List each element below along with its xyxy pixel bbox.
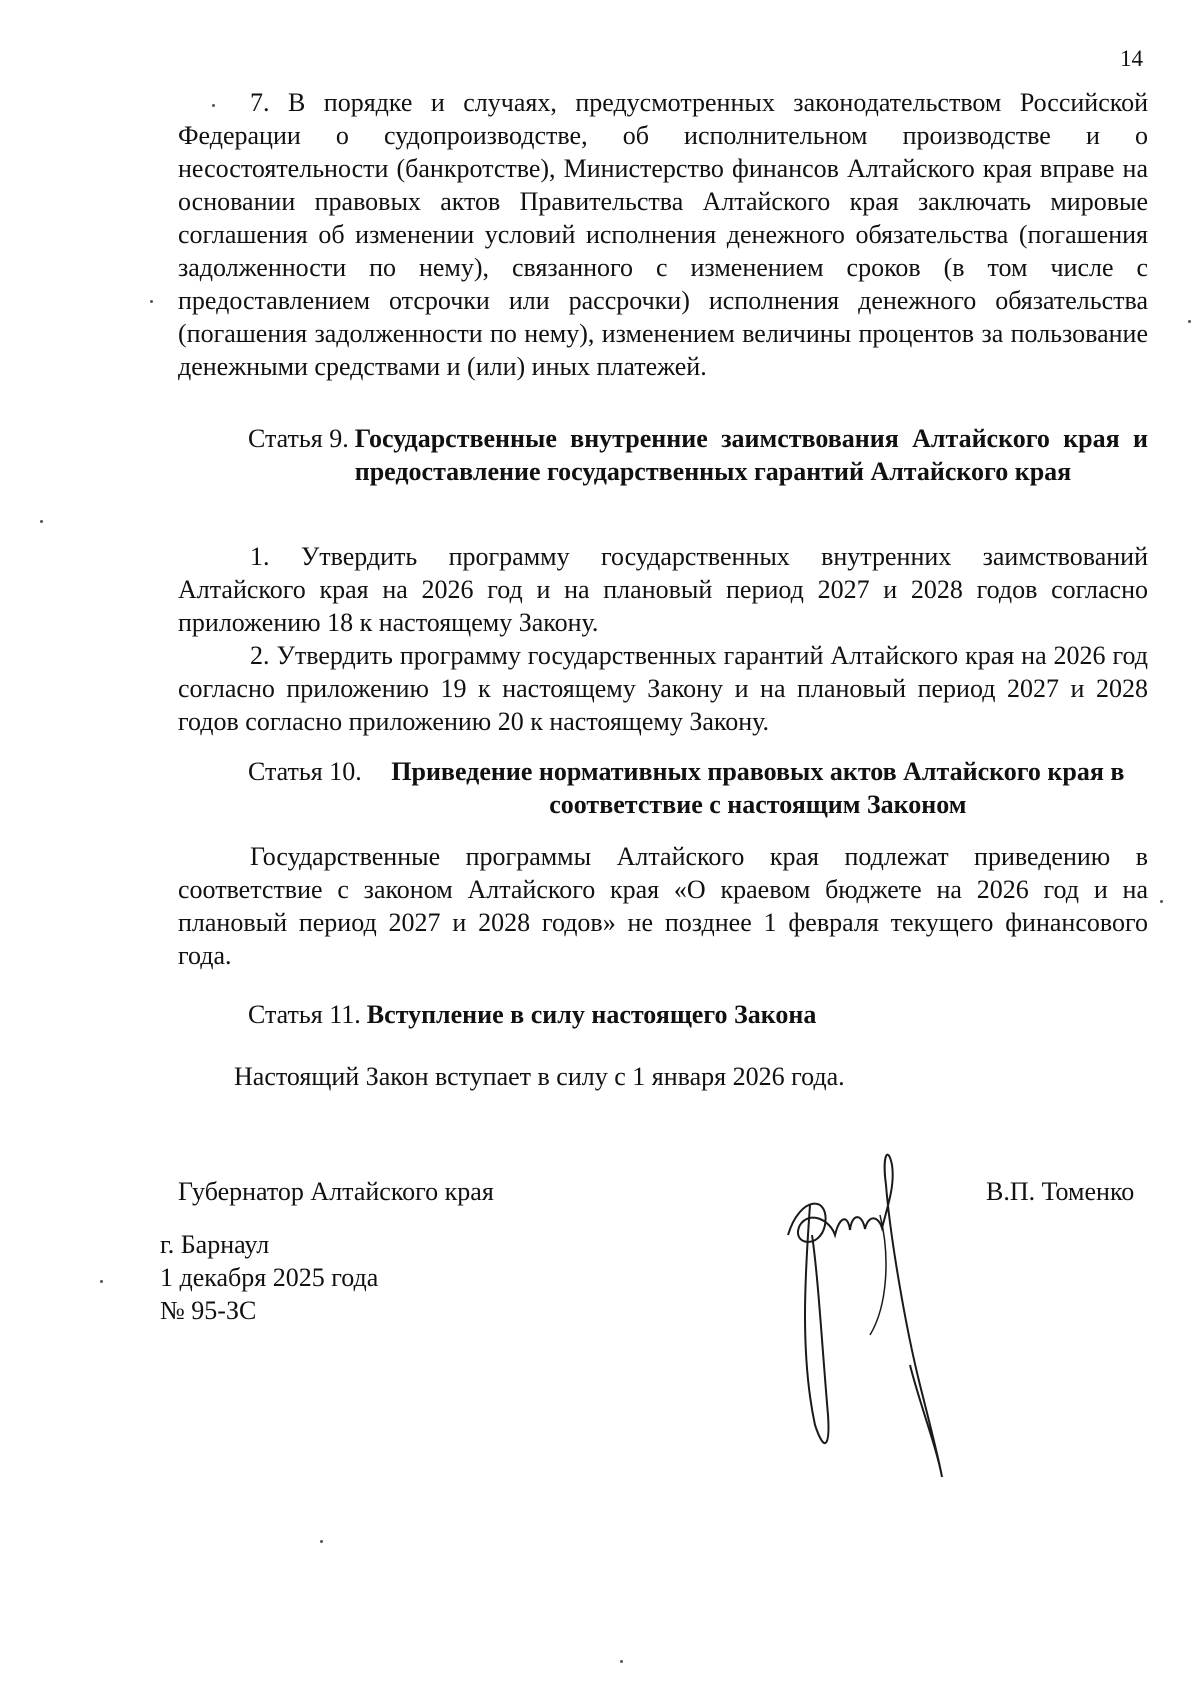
article-9-item-1: 1. Утвердить программу государственных внутренних заимствований Алтайского края на 2026 год и на плановый период 2027 и 2028 годов согласно приложению 18 к настоящему Закону. <box>178 542 1148 637</box>
article-11-title: Вступление в силу настоящего Закона <box>366 1000 817 1029</box>
article-9-label: Статья 9. <box>248 424 349 453</box>
handwritten-signature <box>770 1125 970 1545</box>
city: г. Барнаул <box>160 1230 270 1259</box>
page-number: 14 <box>1120 46 1143 71</box>
article-9-title: Государственные внутренние заимствования Алтайского края и предоставление государственных гарантий Алтайского края <box>354 424 1148 486</box>
article-10-body <box>178 840 1148 972</box>
article-10-title: Приведение нормативных правовых актов Алтайского края в соответствие с настоящим Законом <box>391 757 1125 819</box>
scan-speck <box>620 1660 623 1663</box>
article-11-heading <box>248 998 1148 1031</box>
article-11-label: Статья 11. <box>248 1000 361 1029</box>
scan-speck <box>100 1280 103 1283</box>
signing-date: 1 декабря 2025 года <box>160 1263 379 1292</box>
law-number: № 95-ЗС <box>160 1296 257 1325</box>
article-11-text: Настоящий Закон вступает в силу с 1 января 2026 года. <box>234 1062 845 1091</box>
scan-speck <box>1188 320 1191 323</box>
scan-speck <box>150 300 153 303</box>
governor-position: Губернатор Алтайского края <box>178 1177 494 1206</box>
governor-name: В.П. Томенко <box>986 1177 1135 1206</box>
scan-speck <box>212 104 215 107</box>
article-10-label: Статья 10. <box>248 757 362 786</box>
scan-speck <box>40 520 43 523</box>
article-10-text: Государственные программы Алтайского края подлежат приведению в соответствие с законом Алтайского края «О краевом бюджете на 2026 год и на плановый период 2027 и 2028 годов» не позднее 1 февраля текущего финансового года. <box>178 842 1148 970</box>
item-7-text: 7. В порядке и случаях, предусмотренных законодательством Российской Федерации о судопроизводстве, об исполнительном производстве и о несостоятельности (банкротстве), Министерство финансов Алтайского края вправе на основании правовых актов Правительства Алтайского края заключать мировые соглашения об изменении условий исполнения денежного обязательства (погашения задолженности по нему), связанного с изменением сроков (в том числе с предоставлением отсрочки или рассрочки) исполнения денежного обязательства (погашения задолженности по нему), изменением величины процентов за пользование денежными средствами и (или) иных платежей. <box>178 88 1148 381</box>
scan-speck <box>320 1540 323 1543</box>
article-9-heading <box>248 422 1148 488</box>
item-7-paragraph <box>178 86 1148 383</box>
scan-speck <box>1160 900 1163 903</box>
article-9-item-2: 2. Утвердить программу государственных гарантий Алтайского края на 2026 год согласно приложению 19 к настоящему Закону и на плановый период 2027 и 2028 годов согласно приложению 20 к настоящему Закону. <box>178 641 1148 736</box>
article-10-heading <box>248 755 1148 821</box>
article-9-body <box>178 540 1148 738</box>
